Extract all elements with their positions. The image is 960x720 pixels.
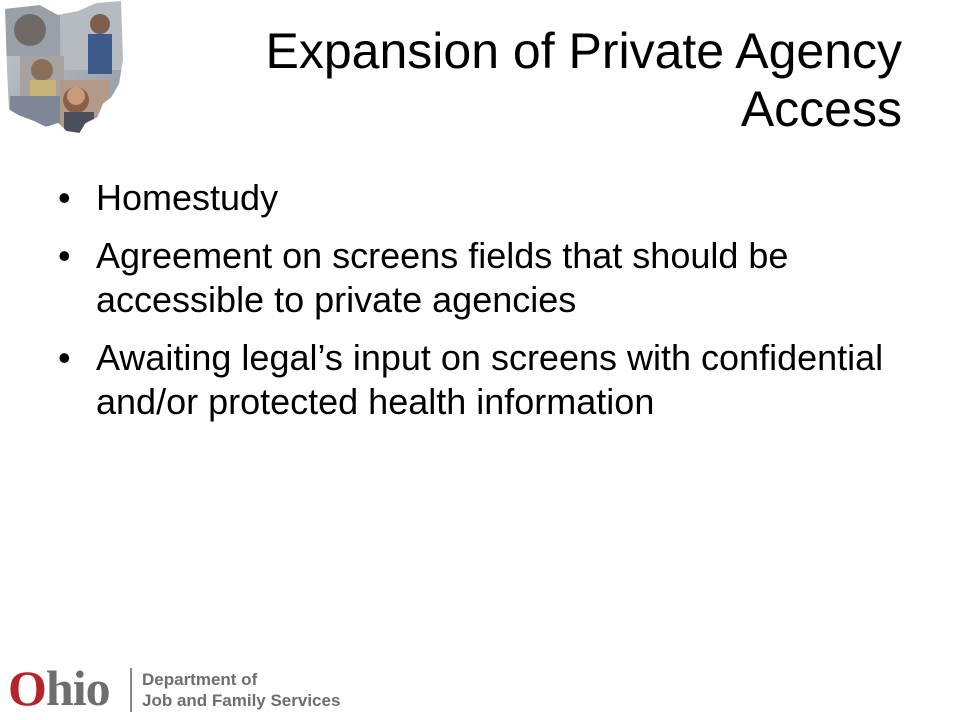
bullet-item-agreement: [56, 234, 906, 322]
bullet-marker: •: [58, 337, 71, 378]
logo-divider: [130, 668, 132, 712]
bullet-list: [56, 176, 906, 438]
ohio-state-photo-collage-icon: [0, 0, 130, 140]
department-line-1: Department of: [142, 670, 258, 689]
bullet-text: Awaiting legal’s input on screens with confidential and/or protected health information: [96, 337, 884, 422]
slide-title: [150, 22, 902, 138]
ohio-jfs-logo: [8, 660, 348, 716]
slide-title-line-1: Expansion of Private Agency: [265, 23, 902, 79]
ohio-wordmark: [8, 660, 110, 716]
bullet-item-homestudy: [56, 176, 906, 220]
ohio-wordmark-o: O: [8, 660, 46, 716]
bullet-item-awaiting-legal: [56, 336, 906, 424]
bullet-text: Agreement on screens fields that should be accessible to private agencies: [96, 235, 789, 320]
ohio-wordmark-rest: hio: [45, 660, 110, 716]
bullet-marker: •: [58, 177, 71, 218]
bullet-text: Homestudy: [96, 177, 279, 218]
department-line-2: Job and Family Services: [142, 691, 341, 710]
slide-title-line-2: Access: [740, 81, 902, 137]
bullet-marker: •: [58, 235, 71, 276]
